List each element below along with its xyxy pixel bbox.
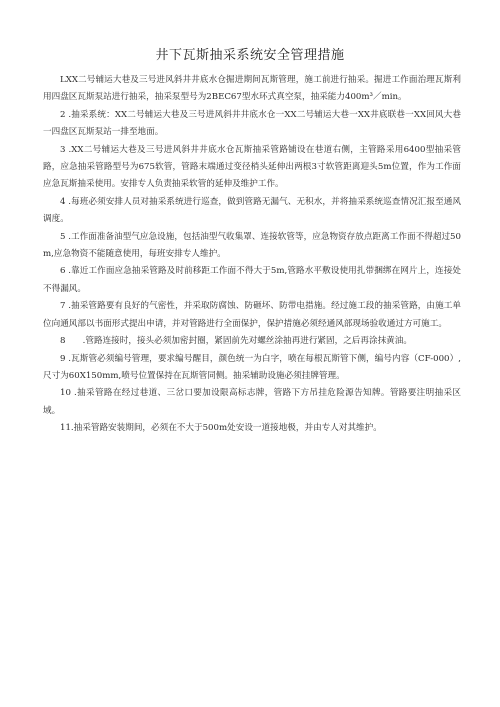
paragraph-7: 7 .抽采管路要有良好的气密性，并采取防腐蚀、防砸坏、防带电措施。经过施工段的抽采管路，由施工单位向通风部以书面形式提出申请，并对管路进行全面保护，保护措施必须经通风部现场验收通过方可施工。 bbox=[43, 301, 461, 329]
paragraph-2: 2 .抽采系统：XX二号辅运大巷及三号进风斜井井底水仓一XX二号辅运大巷一XX井底联巷一XX回风大巷一四盘区瓦斯泵站一排至地面。 bbox=[43, 109, 461, 138]
paragraph-11: 11.抽采管路安装期间，必须在不大于500m处安设一道接地极，并由专人对其维护。 bbox=[60, 423, 382, 434]
paragraph-8: 8 .管路连接时，接头必须加密封圈，紧固前先对螺丝涂抽再进行紧固，之后再涂抹黄油。 bbox=[60, 336, 412, 347]
paragraph-10: 10 .抽采管路在经过巷道、三岔口要加设限高标志牌，管路下方吊挂危险源告知牌。管路要注明抽采区域。 bbox=[43, 388, 461, 416]
paragraph-intro: LXX二号辅运大巷及三号进风斜井井底水仓掘进期间瓦斯管理，施工前进行抽采。掘进工作面治理瓦斯利用四盘区瓦斯泵站进行抽采，抽采泵型号为2BEC67型水环式真空泵，抽采能力400m³／min。 bbox=[43, 75, 461, 103]
paragraph-9: 9 .瓦斯管必须编号管理，要求编号醒目，颜色统一为白字，喷在每根瓦斯管下侧，编号内容（CF-000）,尺寸为60X150mm,喷号位置保持在瓦斯管同侧。抽采辅助设施必须挂牌管理。 bbox=[43, 353, 461, 381]
document-title: 井下瓦斯抽采系统安全管理措施 bbox=[155, 48, 345, 63]
paragraph-6: 6 .靠近工作面应急抽采管路及时前移距工作面不得大于5m,管路水平敷设使用扎带捆绑在网片上，连接处不得漏风。 bbox=[43, 266, 461, 294]
paragraph-4: 4 .每班必须安排人员对抽采系统进行巡查，做到管路无漏气、无积水，并将抽采系统巡查情况汇报至通风调度。 bbox=[43, 196, 461, 225]
document-body bbox=[43, 72, 461, 438]
paragraph-5: 5 .工作面准备油型气应急设施，包括油型气收集罩、连接软管等，应急物资存放点距离工作面不得超过50m,应急物资不能随意使用，每班安排专人维护。 bbox=[43, 231, 461, 260]
paragraph-3: 3 .XX二号辅运大巷及三号进风斜井井底水仓瓦斯抽采管路铺设在巷道右侧，主管路采用6400型抽采管路，应急抽采管路型号为675软管，管路末端通过变径梢头延伸出两根3寸软管距离迎头5m位置，作为工作面应急瓦斯抽采使用。安排专人负责抽采软管的延伸及维护工作。 bbox=[43, 144, 461, 190]
